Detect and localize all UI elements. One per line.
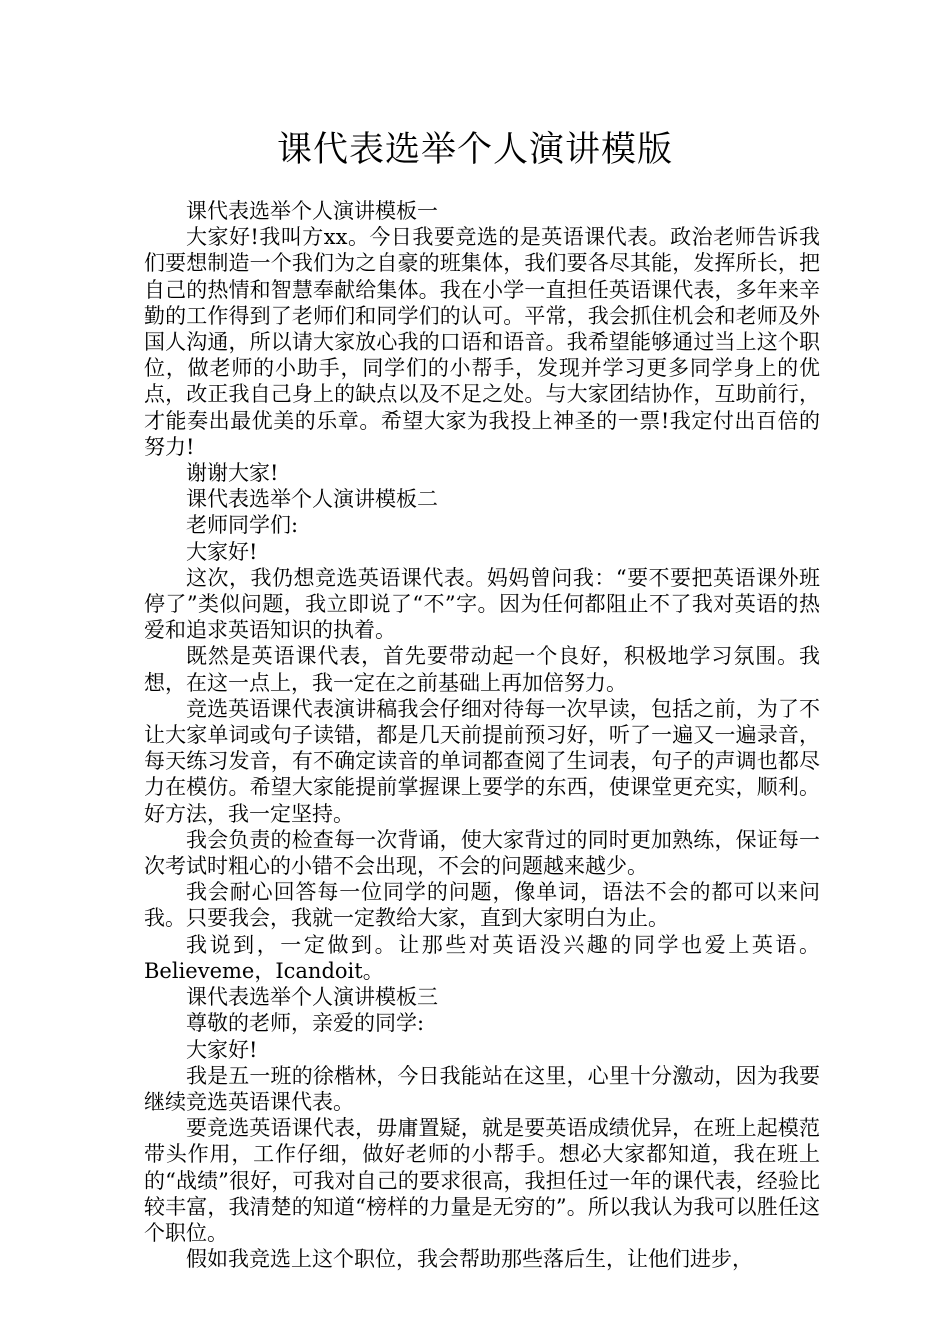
- section-heading-1: 课代表选举个人演讲模板一: [186, 199, 438, 223]
- paragraph: 要竞选英语课代表，毋庸置疑，就是要英语成绩优异，在班上起模范带头作用，工作仔细，做好老师的小帮手。想必大家都知道，我在班上的“战绩”很好，可我对自己的要求很高，我担任过一年的课代表，经验比较丰富，我清楚的知道“榜样的力量是无穷的”。所以我认为我可以胜任这个职位。: [144, 1116, 820, 1245]
- greeting: 大家好!: [186, 539, 258, 564]
- salutation: 尊敬的老师，亲爱的同学:: [186, 1011, 425, 1036]
- paragraph: 既然是英语课代表，首先要带动起一个良好，积极地学习氛围。我想，在这一点上，我一定在之前基础上再加倍努力。: [144, 644, 820, 695]
- salutation: 老师同学们:: [186, 513, 299, 538]
- paragraph: 我会负责的检查每一次背诵，使大家背过的同时更加熟练，保证每一次考试时粗心的小错不会出现，不会的问题越来越少。: [144, 827, 820, 879]
- paragraph: 我说到，一定做到。让那些对英语没兴趣的同学也爱上英语。Believeme，Icandoit。: [144, 932, 820, 983]
- paragraph: 我是五一班的徐楷林，今日我能站在这里，心里十分激动，因为我要继续竞选英语课代表。: [144, 1063, 820, 1114]
- paragraph: 这次，我仍想竞选英语课代表。妈妈曾问我：“要不要把英语课外班停了”类似问题，我立即说了“不”字。因为任何都阻止不了我对英语的热爱和追求英语知识的执着。: [144, 565, 820, 643]
- section-heading-2: 课代表选举个人演讲模板二: [186, 487, 438, 512]
- greeting: 大家好!: [186, 1037, 258, 1062]
- section-heading-3: 课代表选举个人演讲模板三: [186, 985, 438, 1010]
- paragraph: 我会耐心回答每一位同学的问题，像单词，语法不会的都可以来问我。只要我会，我就一定教给大家，直到大家明白为止。: [144, 880, 820, 931]
- paragraph: 大家好!我叫方xx。今日我要竞选的是英语课代表。政治老师告诉我们要想制造一个我们为之自豪的班集体，我们要各尽其能，发挥所长，把自己的热情和智慧奉献给集体。我在小学一直担任英语课代表，多年来辛勤的工作得到了老师们和同学们的认可。平常，我会抓住机会和老师及外国人沟通，所以请大家放心我的口语和语音。我希望能够通过当上这个职位，做老师的小助手，同学们的小帮手，发现并学习更多同学身上的优点，改正我自己身上的缺点以及不足之处。与大家团结协作，互助前行，才能奏出最优美的乐章。希望大家为我投上神圣的一票!我定付出百倍的努力!: [144, 225, 820, 459]
- paragraph: 假如我竞选上这个职位，我会帮助那些落后生，让他们进步，: [186, 1247, 753, 1272]
- document-body: [144, 198, 820, 1272]
- paragraph: 谢谢大家!: [186, 461, 279, 486]
- document-title: 课代表选举个人演讲模版: [276, 130, 673, 170]
- paragraph: 竞选英语课代表演讲稿我会仔细对待每一次早读，包括之前，为了不让大家单词或句子读错，都是几天前提前预习好，听了一遍又一遍录音，每天练习发音，有不确定读音的单词都查阅了生词表，句子的声调也都尽力在模仿。希望大家能提前掌握课上要学的东西，使课堂更充实，顺利。好方法，我一定坚持。: [144, 696, 820, 826]
